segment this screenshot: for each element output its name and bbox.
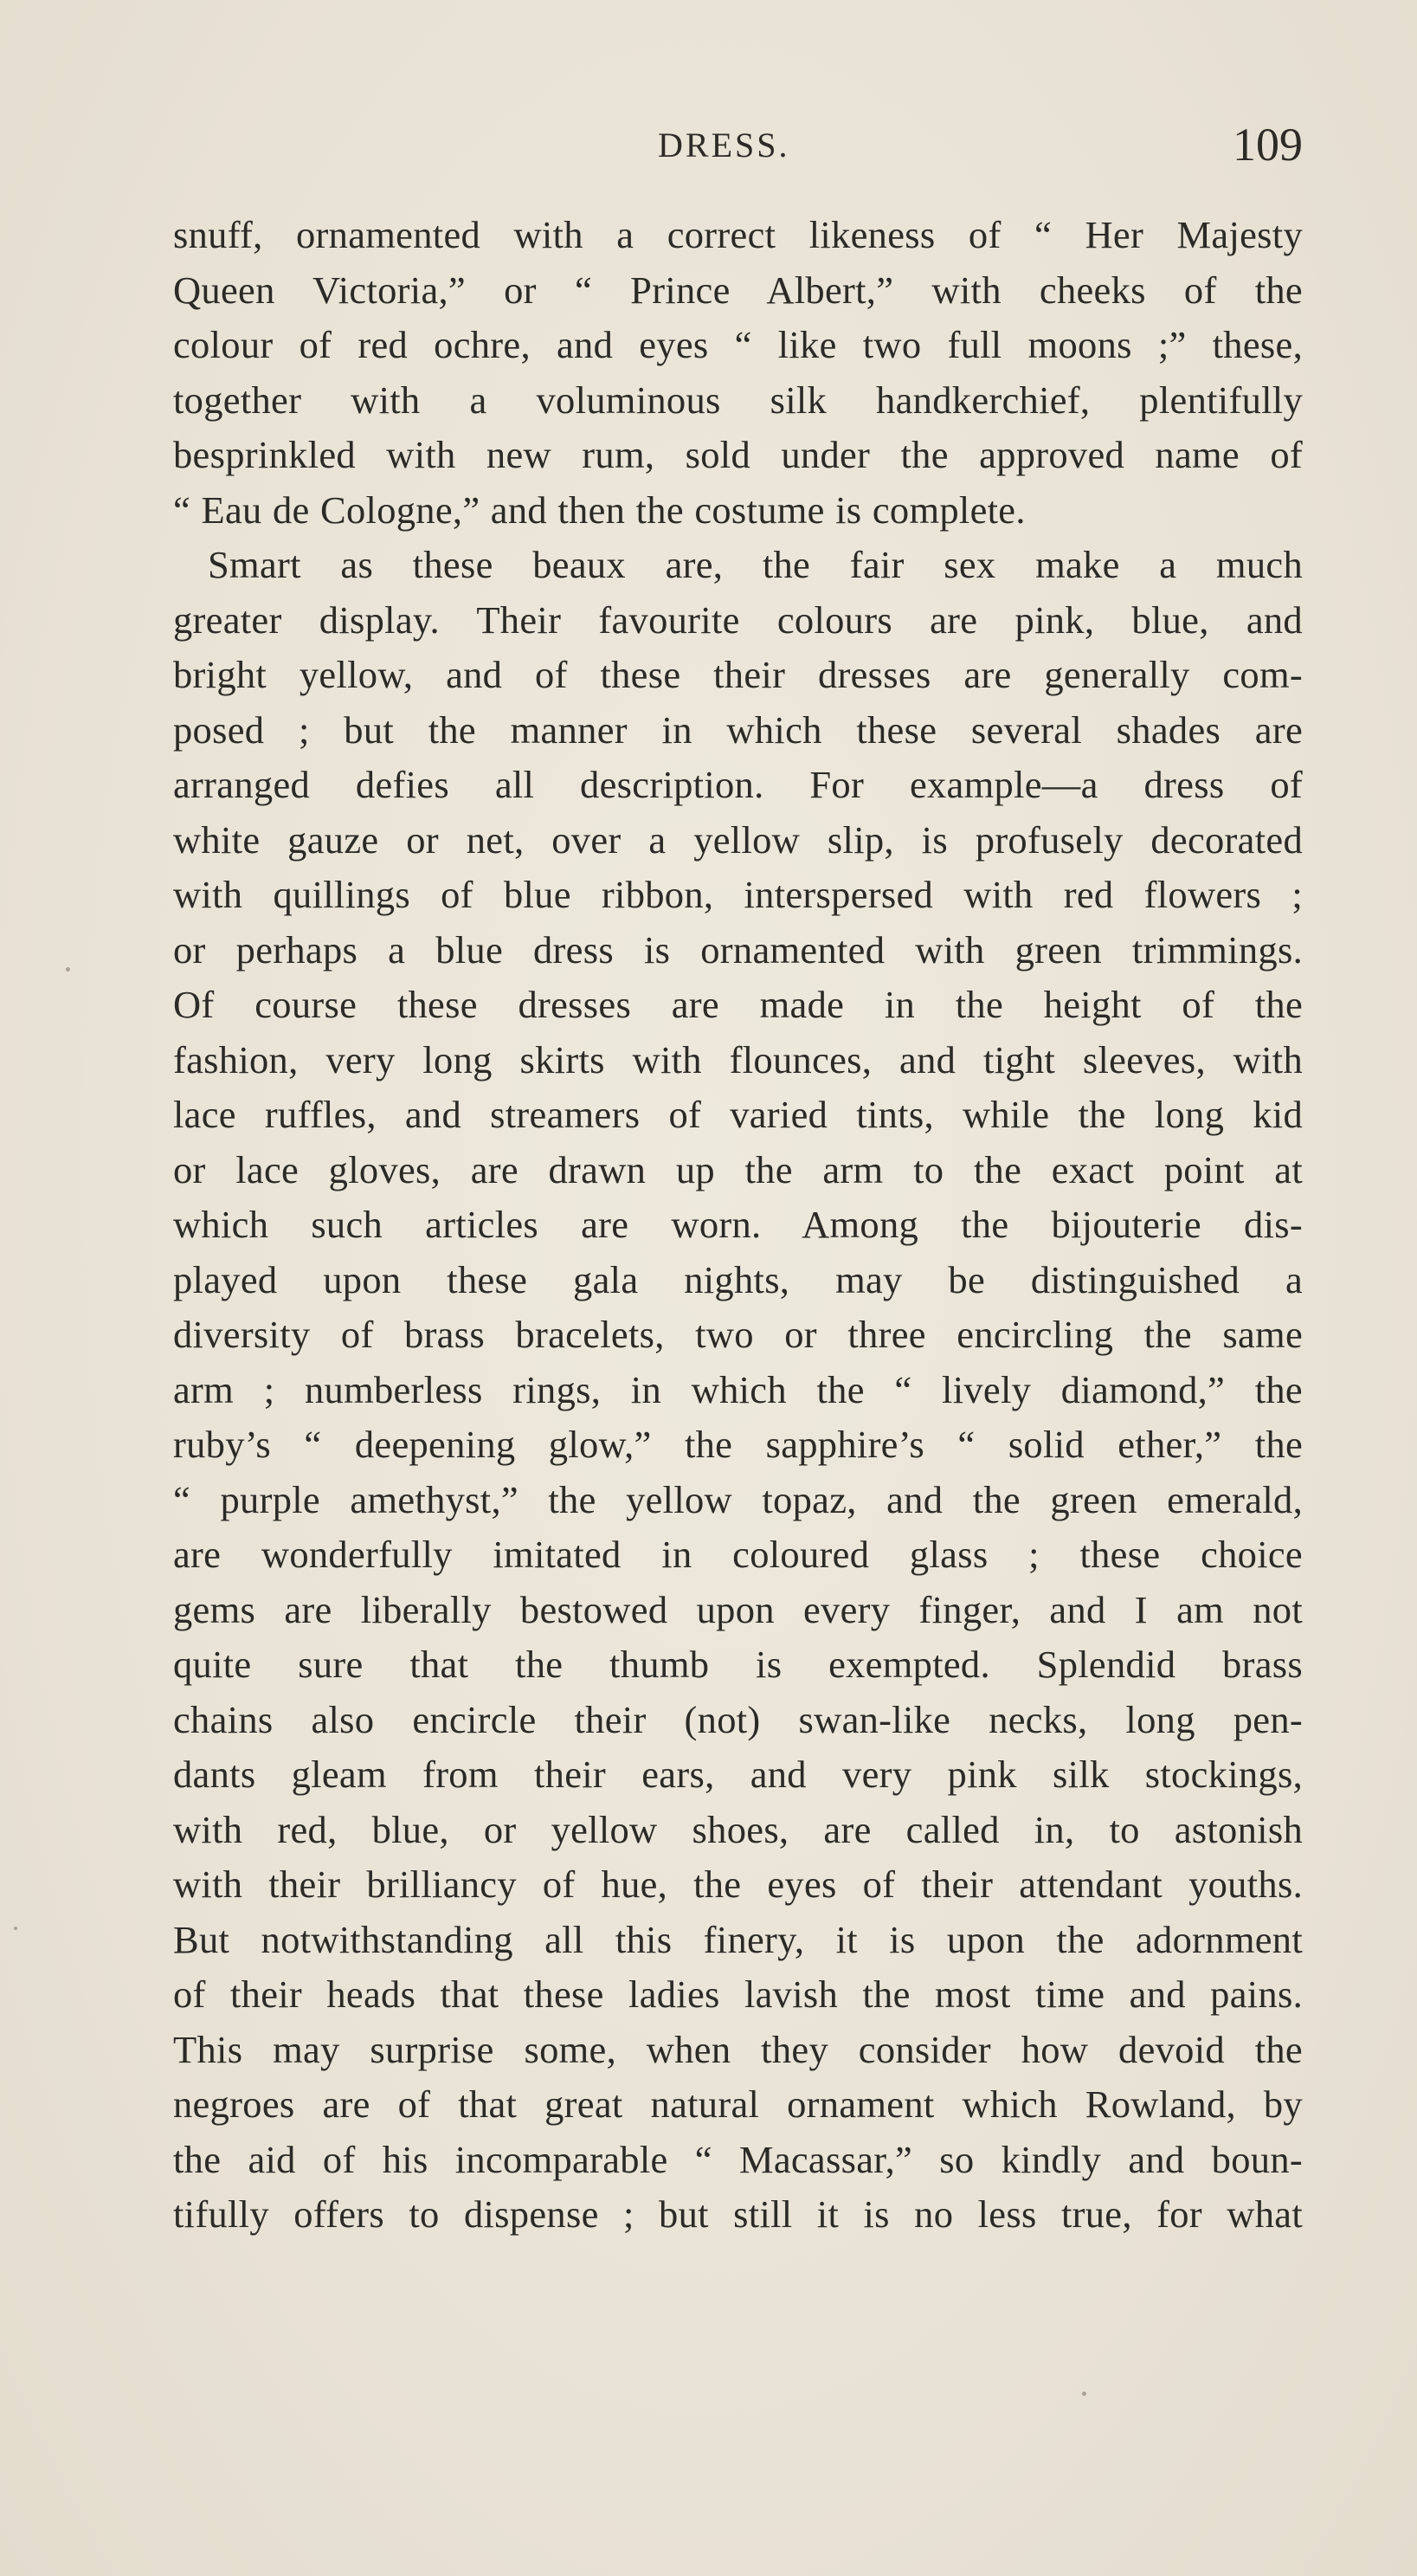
text-line: Of course these dresses are made in the height of the [173,983,1303,1026]
page-number: 109 [1233,119,1303,171]
text-line: arm ; numberless rings, in which the “ lively diamond,” the [173,1367,1303,1411]
text-line: bright yellow, and of these their dresses are generally com- [173,653,1303,696]
text-line: “ purple amethyst,” the yellow topaz, and the green emerald, [173,1477,1303,1521]
text-line: with their brilliancy of hue, the eyes of their attendant youths. [173,1863,1303,1906]
text-line: “ Eau de Cologne,” and then the costume is complete. [173,487,1026,532]
text-line: which such articles are worn. Among the bijouterie dis- [173,1203,1303,1246]
text-line: the aid of his incomparable “ Macassar,” so kindly and boun- [173,2137,1303,2181]
text-line: white gauze or net, over a yellow slip, is profusely decorated [173,817,1303,862]
running-title: DRESS. [658,126,790,165]
text-line: snuff, ornamented with a correct likeness of “ Her Majesty [173,213,1303,256]
paper-speck [1082,2392,1086,2396]
text-line: negroes are of that great natural ornament which Rowland, by [173,2082,1303,2126]
paper-speck [14,1927,17,1930]
text-line: Smart as these beaux are, the fair sex make a much [208,543,1303,586]
text-line: played upon these gala nights, may be distinguished a [173,1257,1303,1301]
text-line: greater display. Their favourite colours are pink, blue, and [173,597,1303,642]
text-line: besprinkled with new rum, sold under the approved name of [173,433,1303,476]
text-line: colour of red ochre, and eyes “ like two full moons ;” these, [173,323,1303,366]
text-line: gems are liberally bestowed upon every finger, and I am not [173,1587,1303,1631]
paper-speck [66,967,70,972]
text-line: But notwithstanding all this finery, it is upon the adornment [173,1917,1303,1961]
text-line: ruby’s “ deepening glow,” the sapphire’s “ solid ether,” the [173,1423,1303,1466]
text-line: arranged defies all description. For example—a dress of [173,763,1303,806]
text-line: with red, blue, or yellow shoes, are called in, to astonish [173,1807,1303,1851]
text-line: together with a voluminous silk handkerchief, plentifully [173,378,1303,422]
text-line: diversity of brass bracelets, two or three encircling the same [173,1313,1303,1356]
text-line: tifully offers to dispense ; but still it is no less true, for what [173,2192,1303,2236]
text-line: with quillings of blue ribbon, interspersed with red flowers ; [173,873,1303,916]
text-line: or lace gloves, are drawn up the arm to the exact point at [173,1147,1303,1191]
text-line: or perhaps a blue dress is ornamented with green trimmings. [173,927,1303,972]
text-line: of their heads that these ladies lavish the most time and pains. [173,1972,1303,2016]
text-line: are wonderfully imitated in coloured glass ; these choice [173,1533,1303,1576]
text-line: fashion, very long skirts with flounces, and tight sleeves, with [173,1037,1303,1081]
text-line: This may surprise some, when they consider how devoid the [173,2027,1303,2071]
text-line: posed ; but the manner in which these several shades are [173,707,1303,752]
text-line: chains also encircle their (not) swan-like necks, long pen- [173,1697,1303,1741]
text-line: lace ruffles, and streamers of varied tints, while the long kid [173,1093,1303,1136]
text-line: Queen Victoria,” or “ Prince Albert,” with cheeks of the [173,268,1303,312]
body-text [173,208,1303,2243]
running-head [173,118,1303,178]
text-line: dants gleam from their ears, and very pink silk stockings, [173,1753,1303,1796]
text-line: quite sure that the thumb is exempted. Splendid brass [173,1643,1303,1686]
